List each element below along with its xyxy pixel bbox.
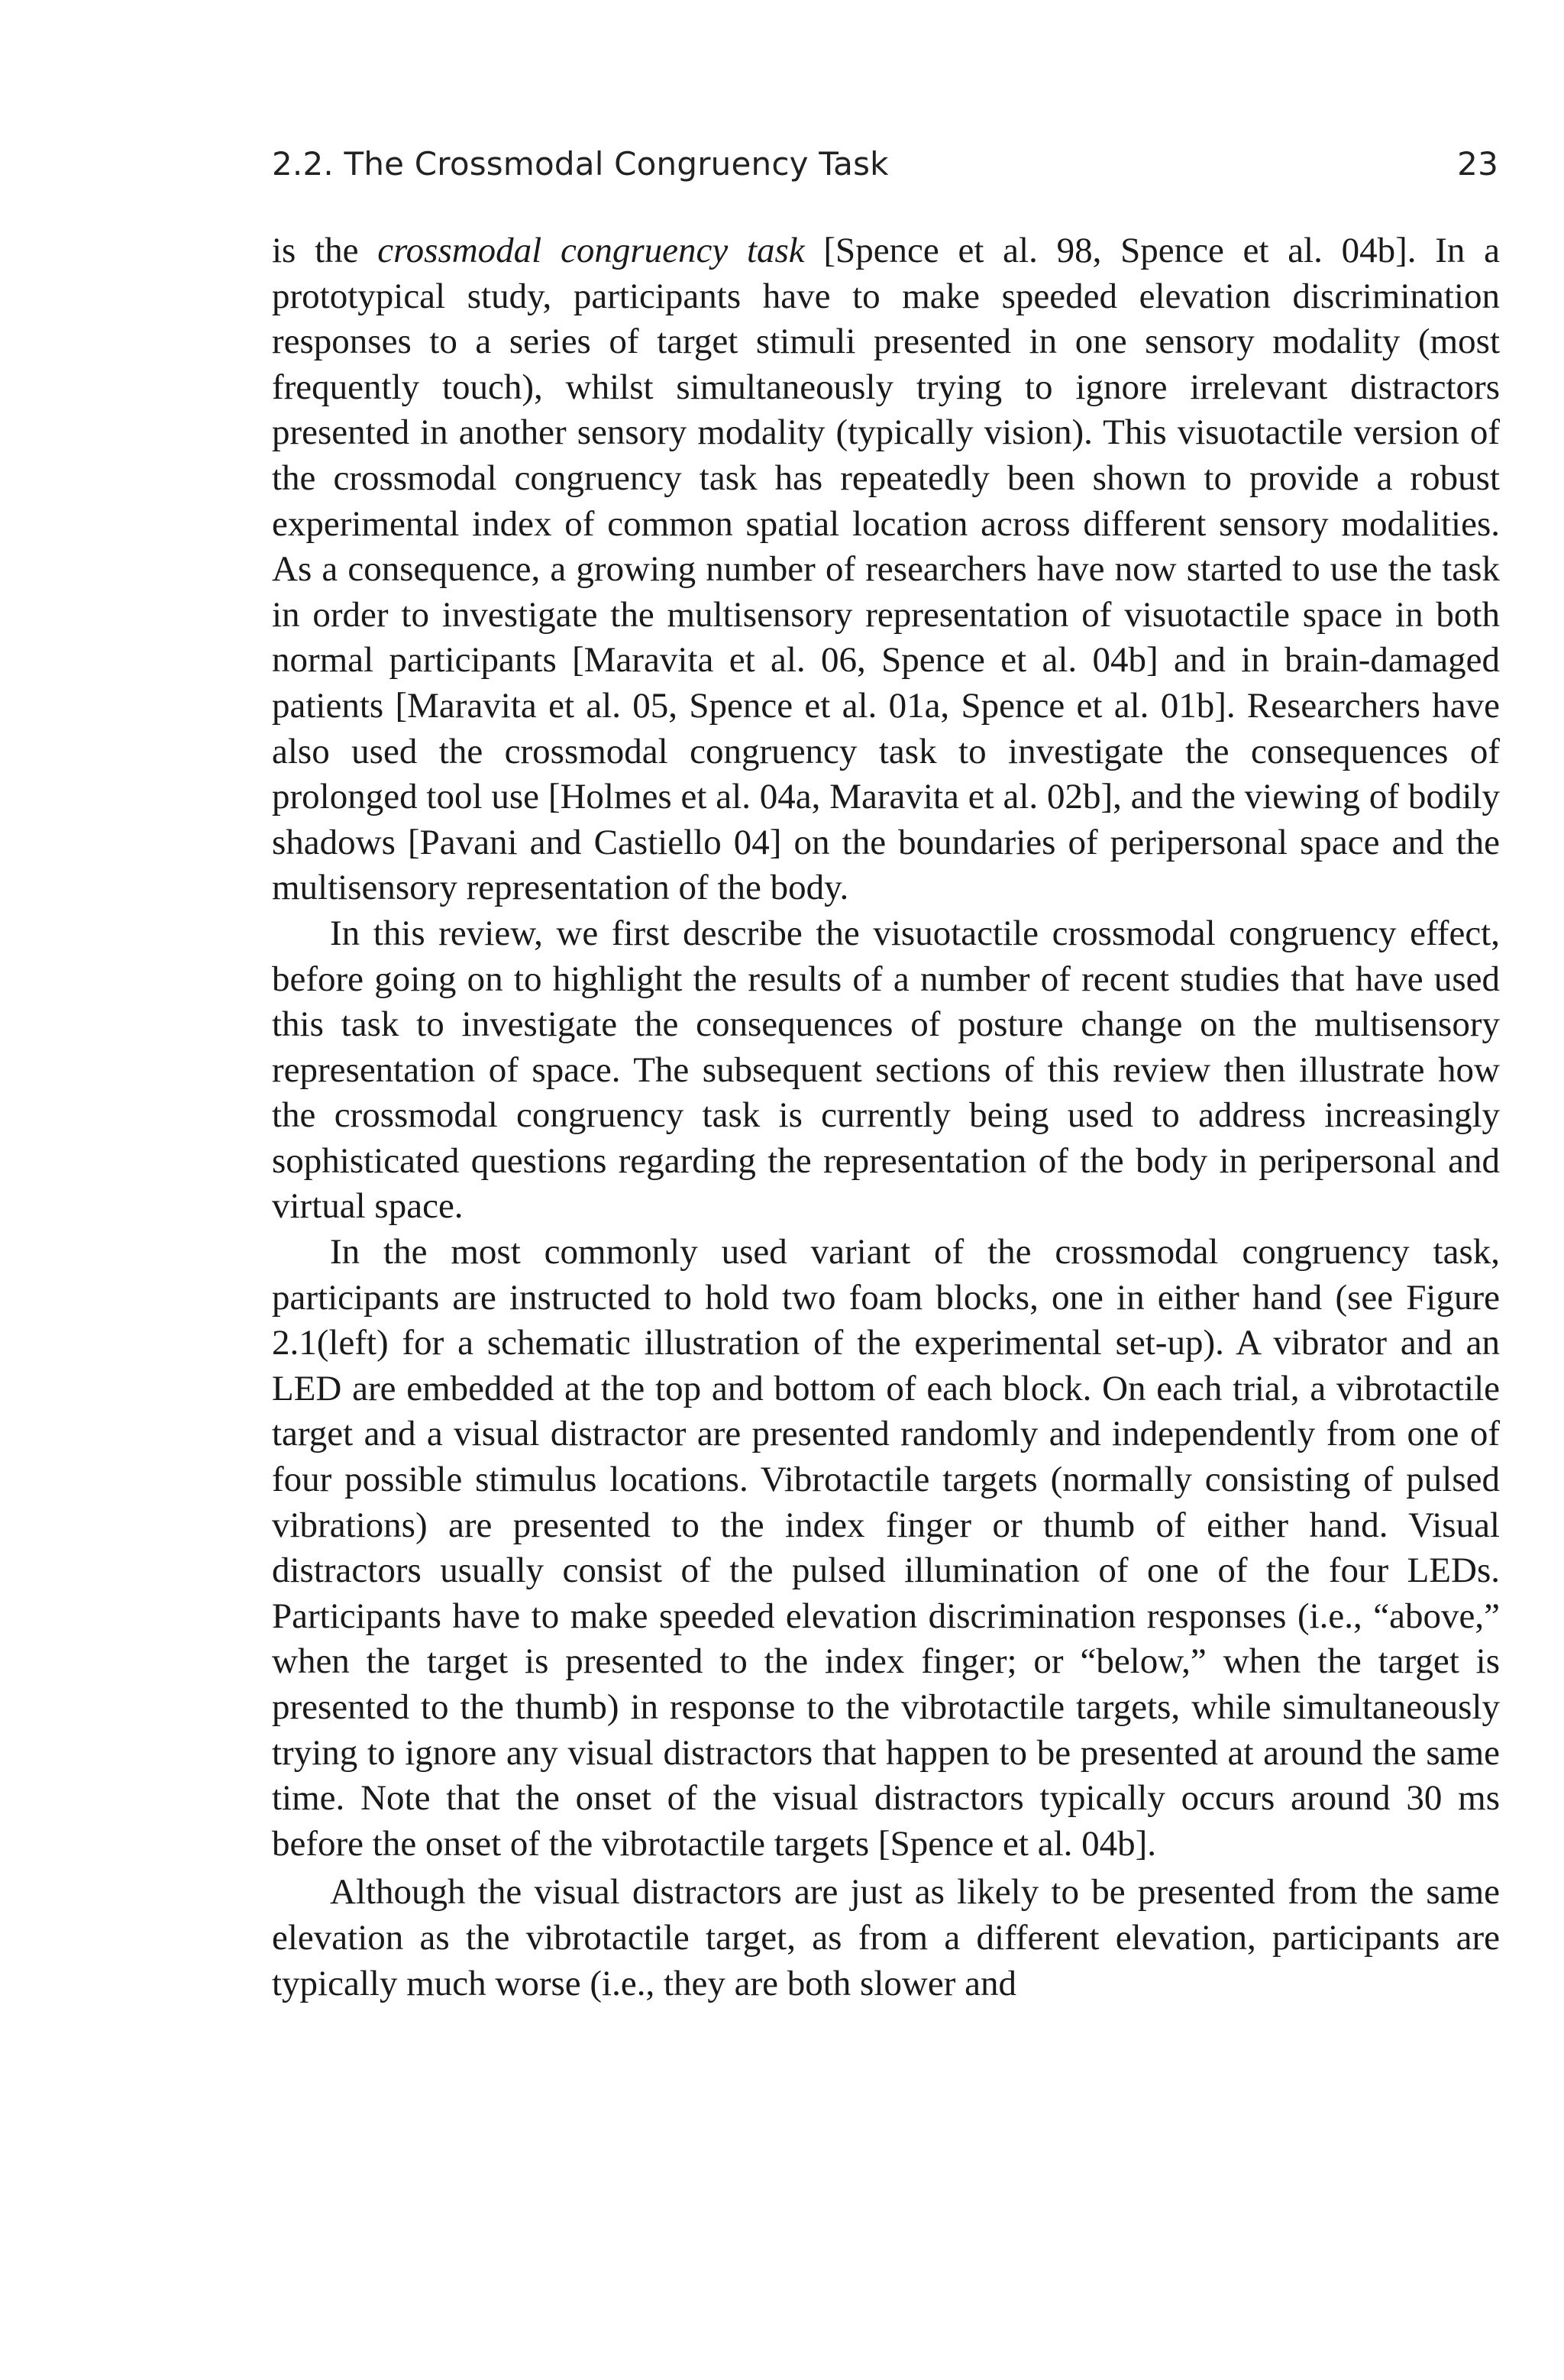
paragraph-1-rest: [Spence et al. 98, Spence et al. 04b]. In a prototypical study, participants have to make speeded elevation discrimination responses to a series of target stimuli presented in one sensory modality (most frequently touch), whilst simultaneously trying to ignore irrelevant distractors presented in another sensory modality (typically vision). This visuotactile version of the crossmodal congruency task has repeatedly been shown to provide a robust experimental index of common spatial location across different sensory modalities. As a consequence, a growing number of researchers have now started to use the task in order to investigate the multisensory representation of visuotactile space in both normal participants [Maravita et al. 06, Spence et al. 04b] and in brain-damaged patients [Maravita et al. 05, Spence et al. 01a, Spence et al. 01b]. Researchers have also used the crossmodal congruency task to investigate the consequences of prolonged tool use [Holmes et al. 04a, Maravita et al. 02b], and the viewing of bodily shadows [Pavani and Castiello 04] on the boundaries of peripersonal space and the multisensory representation of the body.: [272, 231, 1500, 908]
paragraph-4: Although the visual distractors are just as likely to be presented from the same elevation as the vibrotactile target, as from a different elevation, participants are typically much worse (i.e., they are both slower and: [272, 1872, 1500, 2003]
book-page: [272, 145, 1500, 2007]
paragraph-2: In this review, we first describe the visuotactile crossmodal congruency effect, before going on to highlight the results of a number of recent studies that have used this task to investigate the consequences of posture change on the multisensory representation of space. The subsequent sections of this review then illustrate how the crossmodal congruency task is currently being used to address increasingly sophisticated questions regarding the representation of the body in peripersonal and virtual space.: [272, 913, 1500, 1227]
paragraph-1: [272, 228, 1500, 911]
page-number: 23: [1457, 145, 1498, 183]
body-text: [272, 228, 1500, 2007]
emphasized-term: crossmodal congruency task: [377, 231, 805, 270]
section-title: 2.2. The Crossmodal Congruency Task: [272, 145, 889, 183]
paragraph-1-lead: is the: [272, 231, 378, 270]
paragraph-3: In the most commonly used variant of the crossmodal congruency task, participants are instructed to hold two foam blocks, one in either hand (see Figure 2.1(left) for a schematic illustration of the experimental set-up). A vibrator and an LED are embedded at the top and bottom of each block. On each trial, a vibrotactile target and a visual distractor are presented randomly and independently from one of four possible stimulus locations. Vibrotactile targets (normally consisting of pulsed vibrations) are presented to the index finger or thumb of either hand. Visual distractors usually consist of the pulsed illumination of one of the four LEDs. Participants have to make speeded elevation discrimination responses (i.e., “above,” when the target is presented to the index finger; or “below,” when the target is presented to the thumb) in response to the vibrotactile targets, while simultaneously trying to ignore any visual distractors that happen to be presented at around the same time. Note that the onset of the visual distractors typically occurs around 30 ms before the onset of the vibrotactile targets [Spence et al. 04b].: [272, 1232, 1500, 1864]
running-head: [272, 145, 1500, 183]
